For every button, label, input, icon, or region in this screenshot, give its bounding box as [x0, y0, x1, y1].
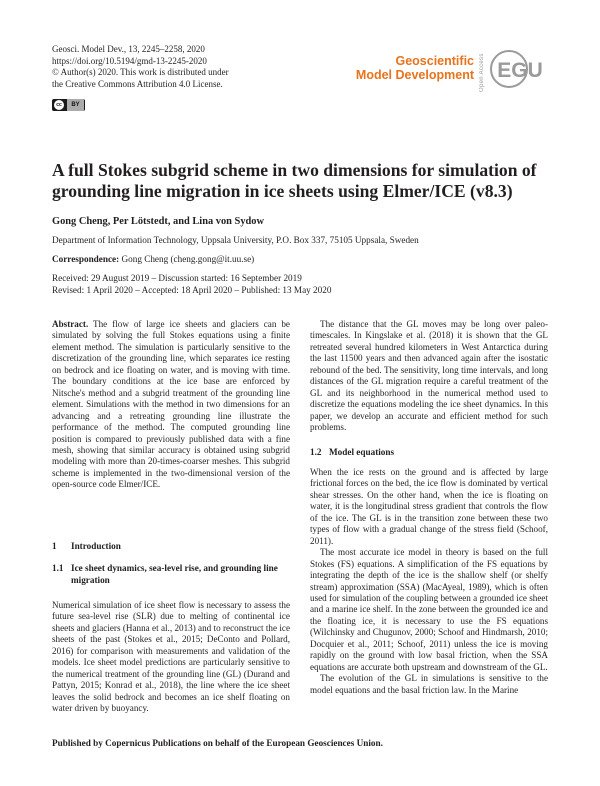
subsection-heading — [52, 563, 290, 586]
subsection-title: Model equations — [329, 447, 395, 457]
dates-published: Revised: 1 April 2020 – Accepted: 18 April 2020 – Published: 13 May 2020 — [52, 285, 332, 295]
intro-paragraph — [52, 600, 290, 715]
journal-name-line1: Geoscientific — [395, 54, 474, 68]
paper-title-line1: A full Stokes subgrid scheme in two dimensions for simulation of — [52, 160, 537, 180]
author-list: Gong Cheng, Per Lötstedt, and Lina von Sydow — [52, 216, 264, 227]
right-column-body — [310, 467, 548, 696]
correspondence-email[interactable]: Gong Cheng (cheng.gong@it.uu.se) — [121, 254, 255, 264]
abstract — [52, 319, 290, 491]
cc-icon: cc — [54, 100, 64, 110]
correspondence — [52, 253, 254, 265]
dates-received: Received: 29 August 2019 – Discussion started: 16 September 2019 — [52, 273, 302, 283]
cc-by-badge[interactable] — [52, 99, 85, 111]
publisher-footer: Published by Copernicus Publications on behalf of the European Geosciences Union. — [52, 738, 383, 748]
section-title: Introduction — [71, 541, 121, 551]
intro-paragraph-text: Numerical simulation of ice sheet flow is necessary to assess the future sea-level rise (SLR) due to melting of continental ice sheets and glaciers (Hanna et al., 2013) and to reconstruct the ice sheets of the past (Stokes et al., 2015; DeConto and Pollard, 2016) for comparison with measurements and validation of the models. Ice sheet model predictions are particularly sensitive to the numerical treatment of the grounding line (GL) (Durand and Pattyn, 2015; Konrad et al., 2018), the line where the ice sheet leaves the solid bedrock and becomes an ice shelf floating on water driven by buoyancy. — [52, 600, 290, 714]
correspondence-label: Correspondence: — [52, 254, 120, 264]
paper-title-line2: grounding line migration in ice sheets using Elmer/ICE (v8.3) — [52, 181, 513, 201]
paragraph: The evolution of the GL in simulations is sensitive to the model equations and the basal friction law. In the Marine — [310, 673, 548, 695]
right-column-top — [310, 319, 548, 434]
doi-link[interactable]: https://doi.org/10.5194/gmd-13-2245-2020 — [52, 55, 207, 66]
subsection-number: 1.2 — [310, 447, 322, 457]
abstract-label: Abstract. — [52, 319, 89, 329]
affiliation: Department of Information Technology, Uppsala University, P.O. Box 337, 75105 Uppsala, Sweden — [52, 235, 419, 245]
paragraph: When the ice rests on the ground and is affected by large frictional forces on the bed, the ice flow is dominated by vertical shear stresses. On the other hand, when the ice is floating on water, it is the longitudinal stress gradient that controls the flow of the ice. The GL is in the transition zone between these two types of flow with a gradual change of the stress field (Schoof, 2011). — [310, 467, 548, 546]
subsection-number: 1.1 — [52, 563, 64, 573]
journal-name-line2: Model Development — [355, 68, 474, 82]
by-label: BY — [67, 99, 84, 111]
license-notice: the Creative Commons Attribution 4.0 License. — [52, 78, 223, 89]
egu-logo — [489, 49, 551, 89]
subsection-title: Ice sheet dynamics, sea-level rise, and grounding line migration — [71, 563, 278, 585]
abstract-text: The flow of large ice sheets and glaciers can be simulated by solving the full Stokes equations using a finite element method. The simulation is particularly sensitive to the discretization of the grounding line, which separates ice resting on bedrock and ice floating on water, and is moving with time. The boundary conditions at the ice base are enforced by Nitsche's method and a subgrid treatment of the grounding line element. Simulations with the method in two dimensions for an advancing and a retreating grounding line illustrate the performance of the method. The computed grounding line position is compared to previously published data with a fine mesh, showing that similar accuracy is obtained using subgrid modeling with more than 20-times-coarser meshes. This subgrid scheme is implemented in the two-dimensional version of the open-source code Elmer/ICE. — [52, 319, 290, 490]
open-access-label: Open Access — [479, 53, 485, 92]
egu-logo-text: EGU — [497, 59, 543, 82]
paragraph: The most accurate ice model in theory is based on the full Stokes (FS) equations. A simplification of the FS equations by integrating the depth of the ice is the shallow shelf (or shelfy stream) approximation (SSA) (MacAyeal, 1989), which is often used for simulation of the coupling between a grounded ice sheet and a marine ice shelf. In the zone between the grounded ice and the floating ice, it is necessary to use the FS equations (Wilchinsky and Chugunov, 2000; Schoof and Hindmarsh, 2010; Docquier et al., 2011; Schoof, 2011) unless the ice is moving rapidly on the ground with low basal friction, when the SSA equations are accurate both upstream and downstream of the GL. — [310, 547, 548, 672]
section-heading — [52, 541, 121, 553]
section-number: 1 — [52, 541, 57, 551]
copyright-notice: © Author(s) 2020. This work is distributed under — [52, 67, 229, 77]
journal-citation: Geosci. Model Dev., 13, 2245–2258, 2020 — [52, 44, 205, 54]
paragraph: The distance that the GL moves may be long over paleo-timescales. In Kingslake et al. (2018) it is shown that the GL retreated several hundred kilometers in West Antarctica during the last 11500 years and then advanced again after the isostatic rebound of the bed. The sensitivity, long time intervals, and long distances of the GL migration require a careful treatment of the GL and its neighborhood in the numerical method used to discretize the equations modeling the ice sheet dynamics. In this paper, we develop an accurate and efficient method for such problems. — [310, 319, 548, 433]
subsection-heading-model — [310, 447, 394, 459]
